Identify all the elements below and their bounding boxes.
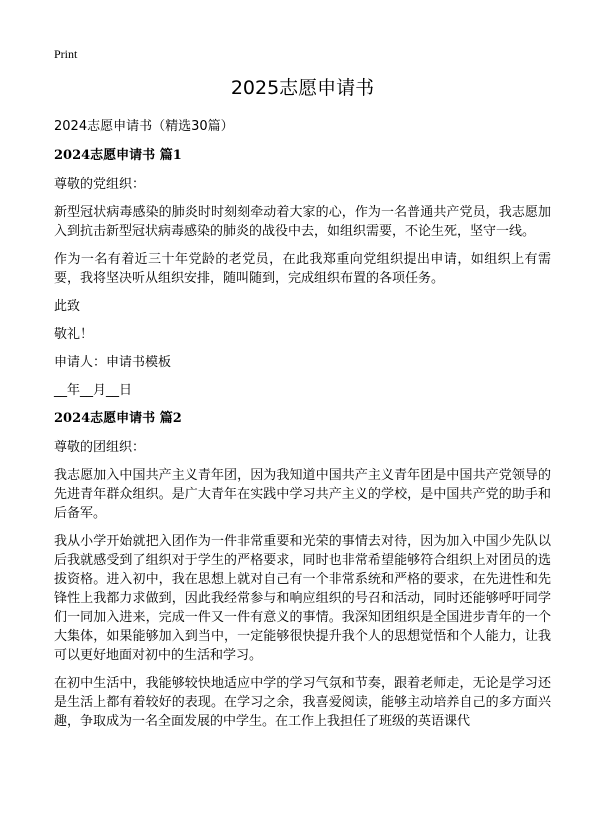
paragraph: 在初中生活中，我能够较快地适应中学的学习气氛和节奏，跟着老师走，无论是学习还是生活上都有着较好的表现。在学习之余，我喜爱阅读，能够主动培养自己的多方面兴趣，争取成为一名全面发展的中学生。在工作上我担任了班级的英语课代	[54, 676, 551, 729]
paragraph: 新型冠状病毒感染的肺炎时时刻刻牵动着大家的心，作为一名普通共产党员，我志愿加入到抗击新型冠状病毒感染的肺炎的战役中去，如组织需要，不论生死，坚守一线。	[54, 205, 551, 239]
section-heading: 2024志愿申请书 篇1	[54, 148, 182, 163]
document-title: 2025志愿申请书	[230, 77, 375, 99]
salutation: 尊敬的团组织：	[54, 440, 146, 455]
section-heading: 2024志愿申请书 篇2	[54, 411, 182, 426]
applicant-line: 申请人：申请书模板	[54, 355, 172, 370]
print-link[interactable]: Print	[54, 47, 78, 61]
closing-line: 敬礼！	[54, 327, 94, 342]
salutation: 尊敬的党组织：	[54, 177, 146, 192]
closing-line: 此致	[54, 299, 81, 314]
paragraph: 作为一名有着近三十年党龄的老党员，在此我郑重向党组织提出申请，如组织上有需要，我将坚决听从组织安排，随叫随到，完成组织布置的各项任务。	[54, 252, 551, 286]
document-body	[54, 76, 551, 740]
paragraph: 我从小学开始就把入团作为一件非常重要和光荣的事情去对待，因为加入中国少先队以后我就感受到了组织对于学生的严格要求，同时也非常希望能够符合组织上对团员的选拔资格。进入初中，我在思想上就对自己有一个非常系统和严格的要求，在先进性和先锋性上我都力求做到，因此我经常参与和响应组织的号召和活动，同时还能够呼吁同学们一同加入进来，完成一件又一件有意义的事情。我深知团组织是全国进步青年的一个大集体，如果能够加入到当中，一定能够很快提升我个人的思想觉悟和个人能力，让我可以更好地面对初中的生活和学习。	[54, 534, 551, 663]
date-line: __年__月__日	[54, 383, 133, 398]
paragraph: 我志愿加入中国共产主义青年团，因为我知道中国共产主义青年团是中国共产党领导的先进青年群众组织。是广大青年在实践中学习共产主义的学校，是中国共产党的助手和后备军。	[54, 468, 551, 521]
document-subtitle: 2024志愿申请书（精选30篇）	[54, 119, 234, 134]
